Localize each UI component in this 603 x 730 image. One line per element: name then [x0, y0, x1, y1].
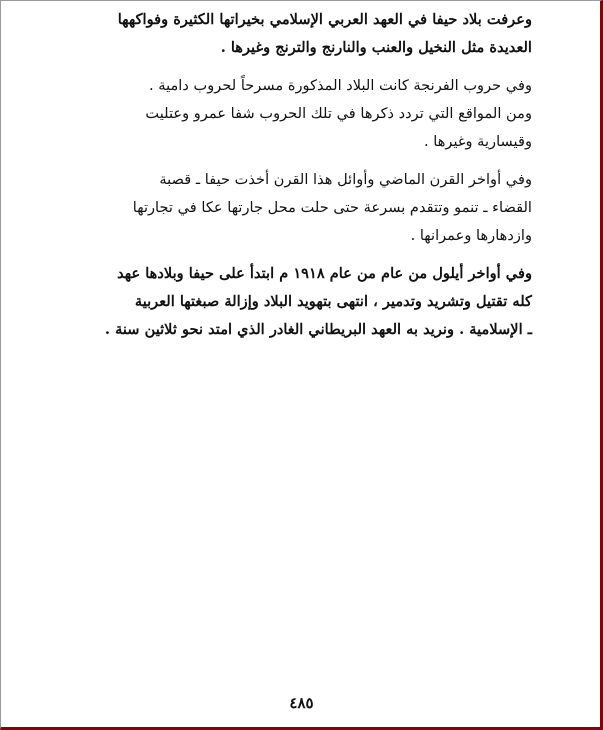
paragraph-4	[70, 260, 532, 344]
text-line: القضاء ـ تنمو وتتقدم بسرعة حتى حلت محل جارتها عكا في تجارتها	[132, 199, 532, 216]
text-line: ـ الإسلامية . ونريد به العهد البريطاني الغادر الذي امتد نحو ثلاثين سنة .	[104, 321, 532, 338]
paragraph-2	[70, 72, 532, 156]
text-line: وازدهارها وعمرانها .	[410, 227, 532, 244]
text-line: وفي حروب الفرنجة كانت البلاد المذكورة مسرحاً لحروب دامية .	[148, 77, 532, 94]
paragraph-1	[70, 6, 532, 62]
text-line: وفي أواخر القرن الماضي وأوائل هذا القرن أخذت حيفا ـ قصبة	[159, 171, 532, 188]
text-line: العديدة مثل النخيل والعنب والنارنج والترنج وغيرها .	[220, 39, 532, 56]
text-line: وقيسارية وغيرها .	[423, 133, 532, 150]
text-line: ومن المواقع التي تردد ذكرها في تلك الحروب شفا عمرو وعتليت	[145, 105, 532, 122]
paragraph-3	[70, 166, 532, 250]
text-line: وفي أواخر أيلول من عام من عام ١٩١٨ م ابتدأ على حيفا وبلادها عهد	[117, 265, 532, 282]
document-body	[70, 6, 532, 354]
page-number: ٤٨٥	[289, 694, 314, 712]
text-line: وعرفت بلاد حيفا في العهد العربي الإسلامي بخيراتها الكثيرة وفواكهها	[117, 11, 532, 28]
text-line: كله تقتيل وتشريد وتدمير ، انتهى بتهويد البلاد وإزالة صبغتها العربية	[134, 293, 532, 310]
